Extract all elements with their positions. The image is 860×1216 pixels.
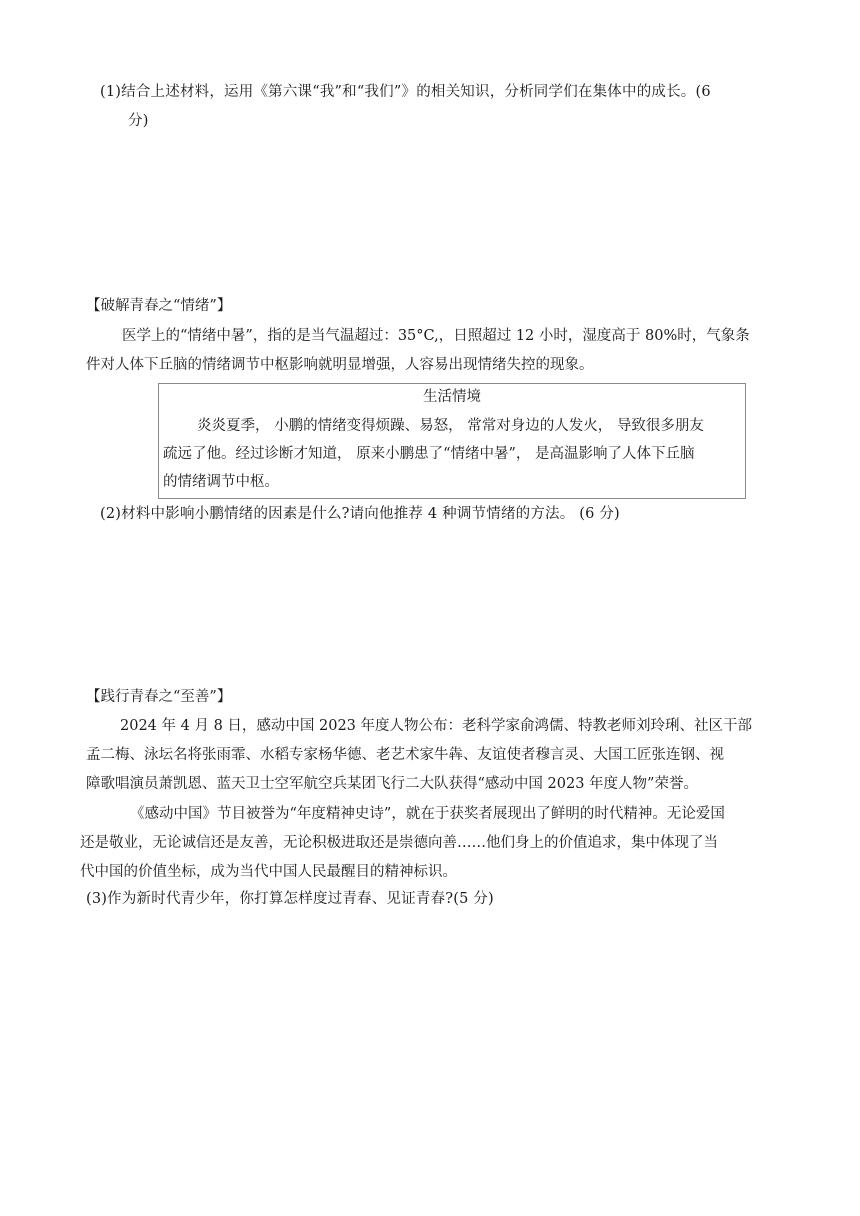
question-3: (3)作为新时代青少年，你打算怎样度过青春、见证青春?(5 分)	[86, 891, 494, 907]
goodness-paragraph-2-line-2: 还是敬业，无论诚信还是友善，无论积极进取还是崇德向善……他们身上的价值追求，集中体现了当	[80, 835, 718, 851]
question-1-line-1: (1)结合上述材料，运用《第六课“我”和“我们”》的相关知识，分析同学们在集体中的成长。(6	[100, 84, 711, 100]
goodness-paragraph-2	[80, 800, 786, 887]
goodness-paragraph-2-line-3: 代中国的价值坐标，成为当代中国人民最醒目的精神标识。	[80, 864, 457, 880]
goodness-paragraph-1-line-1: 2024 年 4 月 8 日，感动中国 2023 年度人物公布：老科学家俞鸿儒、特教老师刘玲琍、社区干部	[120, 718, 753, 734]
life-scenario-line-3: 的情绪调节中枢。	[163, 474, 279, 490]
question-2: (2)材料中影响小鹏情绪的因素是什么?请向他推荐 4 种调节情绪的方法。 (6 分)	[100, 506, 620, 522]
goodness-paragraph-1-line-2: 孟二梅、泳坛名将张雨霏、水稻专家杨华德、老艺术家牛犇、友谊使者穆言灵、大国工匠张连钢、视	[86, 747, 724, 763]
life-scenario-title: 生活情境	[423, 389, 481, 405]
goodness-paragraph-1	[86, 712, 786, 799]
question-1	[100, 78, 790, 136]
emotion-paragraph-line-1: 医学上的“情绪中暑”，指的是当气温超过：35°C,，日照超过 12 小时，湿度高于 80%时，气象条	[122, 328, 750, 344]
life-scenario-line-2: 疏远了他。经过诊断才知道， 原来小鹏患了“情绪中暑”， 是高温影响了人体下丘脑	[163, 446, 695, 462]
life-scenario-body	[163, 412, 747, 496]
section-heading-emotion: 【破解青春之“情绪”】	[86, 298, 232, 314]
life-scenario-line-1: 炎炎夏季， 小鹏的情绪变得烦躁、易怒， 常常对身边的人发火， 导致很多朋友	[197, 418, 704, 434]
goodness-paragraph-2-line-1: 《感动中国》节目被誉为“年度精神史诗”，就在于获奖者展现出了鲜明的时代精神。无论爱国	[130, 806, 725, 822]
section-heading-goodness: 【践行青春之“至善”】	[86, 689, 232, 705]
question-1-line-2: 分)	[128, 113, 149, 129]
life-scenario-box	[158, 383, 746, 499]
emotion-paragraph	[86, 322, 786, 380]
emotion-paragraph-line-2: 件对人体下丘脑的情绪调节中枢影响就明显增强，人容易出现情绪失控的现象。	[86, 357, 594, 373]
goodness-paragraph-1-line-3: 障歌唱演员萧凯恩、蓝天卫士空军航空兵某团飞行二大队获得“感动中国 2023 年度人物”荣誉。	[86, 776, 698, 792]
